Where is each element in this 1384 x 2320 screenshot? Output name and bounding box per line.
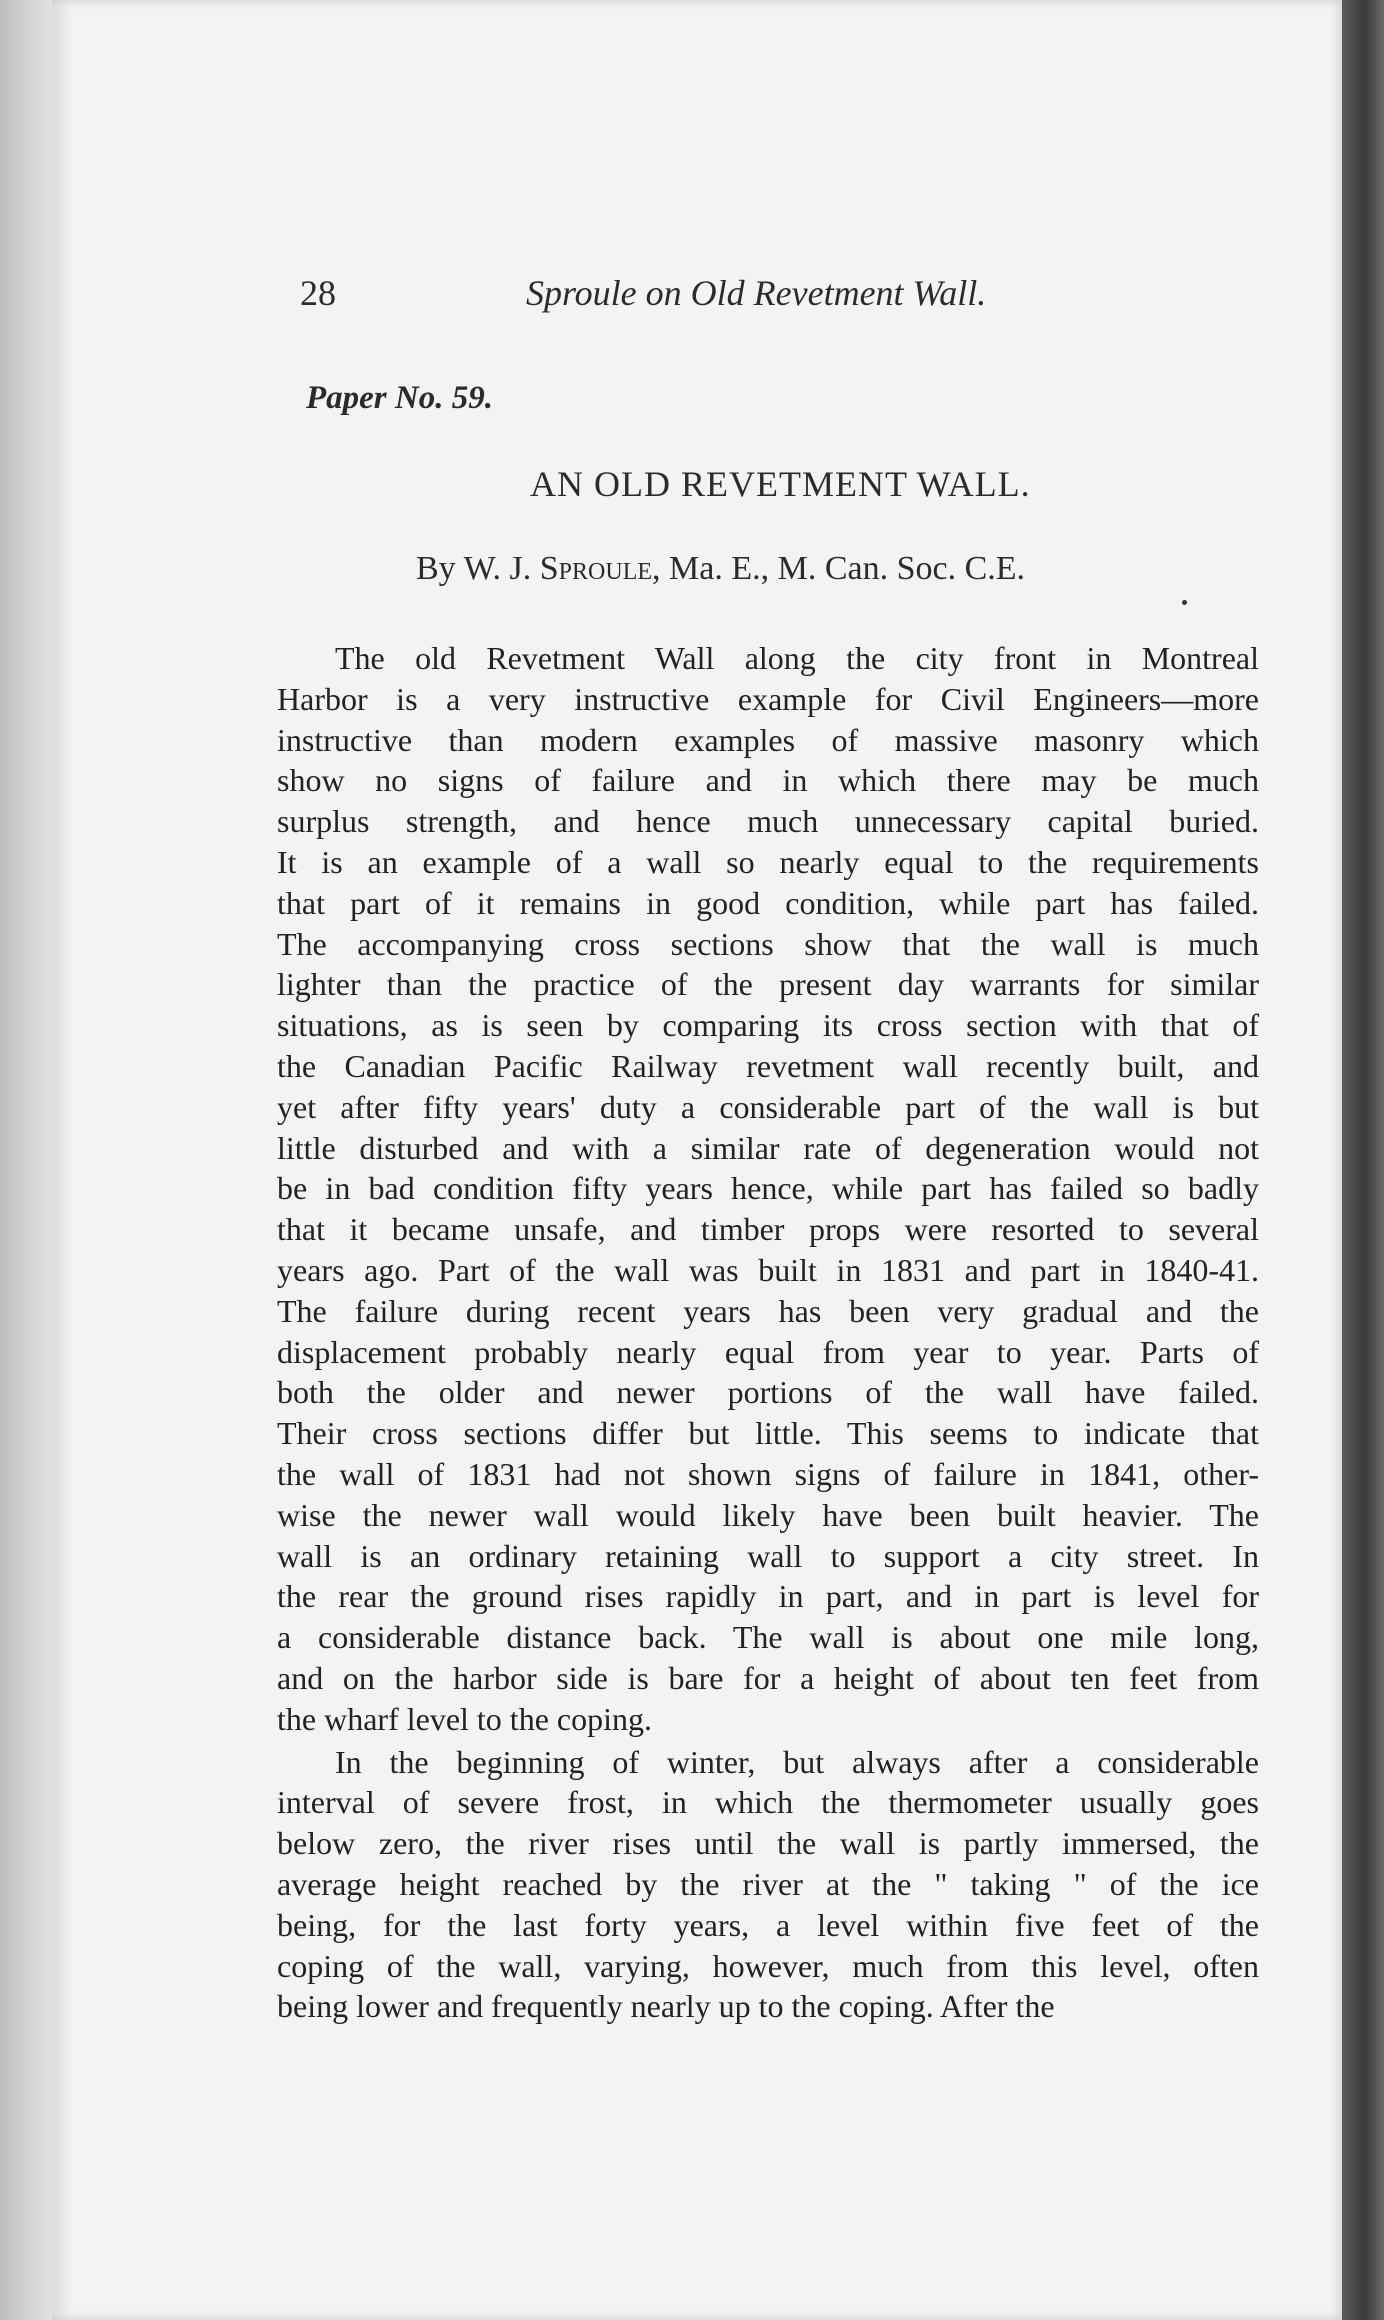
page-edge: [1342, 0, 1384, 2320]
text-line: a considerable distance back. The wall is about one mile long,: [277, 1619, 1259, 1656]
body-paragraph: [277, 638, 1259, 1740]
byline: [416, 550, 1025, 588]
text-line: coping of the wall, varying, however, much from this level, often: [277, 1947, 1259, 1984]
article-title: AN OLD REVETMENT WALL.: [530, 464, 1031, 504]
text-line: lighter than the practice of the present day warrants for similar: [277, 966, 1259, 1003]
text-line: little disturbed and with a similar rate of degeneration would not: [277, 1129, 1259, 1166]
page-number: 28: [300, 273, 336, 313]
text-line: The accompanying cross sections show that the wall is much: [277, 925, 1259, 962]
text-line: surplus strength, and hence much unnecessary capital buried.: [277, 803, 1259, 840]
text-line: average height reached by the river at the " taking " of the ice: [277, 1865, 1259, 1902]
text-line: In the beginning of winter, but always after a considerable: [335, 1743, 1259, 1780]
body-paragraph: [277, 1742, 1259, 2028]
byline-prefix: By W. J.: [416, 550, 532, 587]
text-line: interval of severe frost, in which the thermometer usually goes: [277, 1784, 1259, 1821]
text-line: and on the harbor side is bare for a height of about ten feet from: [277, 1659, 1259, 1696]
text-line: below zero, the river rises until the wall is partly immersed, the: [277, 1825, 1259, 1862]
print-speck: [1182, 600, 1187, 605]
text-line: The failure during recent years has been very gradual and the: [277, 1292, 1259, 1329]
page-header: [300, 272, 1060, 322]
text-line: the wall of 1831 had not shown signs of failure in 1841, other-: [277, 1455, 1259, 1492]
paper-number-label: Paper No. 59.: [306, 380, 493, 416]
text-line: show no signs of failure and in which there may be much: [277, 762, 1259, 799]
byline-credentials: , Ma. E., M. Can. Soc. C.E.: [652, 550, 1026, 587]
text-line: being, for the last forty years, a level within five feet of the: [277, 1906, 1259, 1943]
text-line: be in bad condition fifty years hence, while part has failed so badly: [277, 1170, 1259, 1207]
text-line: years ago. Part of the wall was built in 1831 and part in 1840-41.: [277, 1251, 1259, 1288]
text-line: instructive than modern examples of massive masonry which: [277, 721, 1259, 758]
text-line: the rear the ground rises rapidly in part, and in part is level for: [277, 1578, 1259, 1615]
text-line: wise the newer wall would likely have been built heavier. The: [277, 1496, 1259, 1533]
text-line: The old Revetment Wall along the city front in Montreal: [335, 640, 1259, 676]
running-head: Sproule on Old Revetment Wall.: [526, 273, 987, 313]
text-line: that it became unsafe, and timber props were resorted to several: [277, 1211, 1259, 1248]
text-line: being lower and frequently nearly up to the coping. After the: [277, 1988, 1055, 2025]
text-line: yet after fifty years' duty a considerable part of the wall is but: [277, 1088, 1259, 1125]
text-line: It is an example of a wall so nearly equal to the requirements: [277, 843, 1259, 880]
article-body: [277, 638, 1259, 2027]
text-line: that part of it remains in good condition, while part has failed.: [277, 884, 1259, 921]
text-line: displacement probably nearly equal from year to year. Parts of: [277, 1333, 1259, 1370]
text-line: the Canadian Pacific Railway revetment wall recently built, and: [277, 1047, 1259, 1084]
byline-author: Sproule: [539, 550, 653, 587]
text-line: the wharf level to the coping.: [277, 1700, 652, 1737]
text-line: Their cross sections differ but little. This seems to indicate that: [277, 1415, 1259, 1452]
book-binding-shadow: [0, 0, 58, 2320]
text-line: situations, as is seen by comparing its cross section with that of: [277, 1007, 1259, 1044]
text-line: both the older and newer portions of the wall have failed.: [277, 1374, 1259, 1411]
text-line: Harbor is a very instructive example for Civil Engineers—more: [277, 680, 1259, 717]
text-line: wall is an ordinary retaining wall to support a city street. In: [277, 1537, 1259, 1574]
